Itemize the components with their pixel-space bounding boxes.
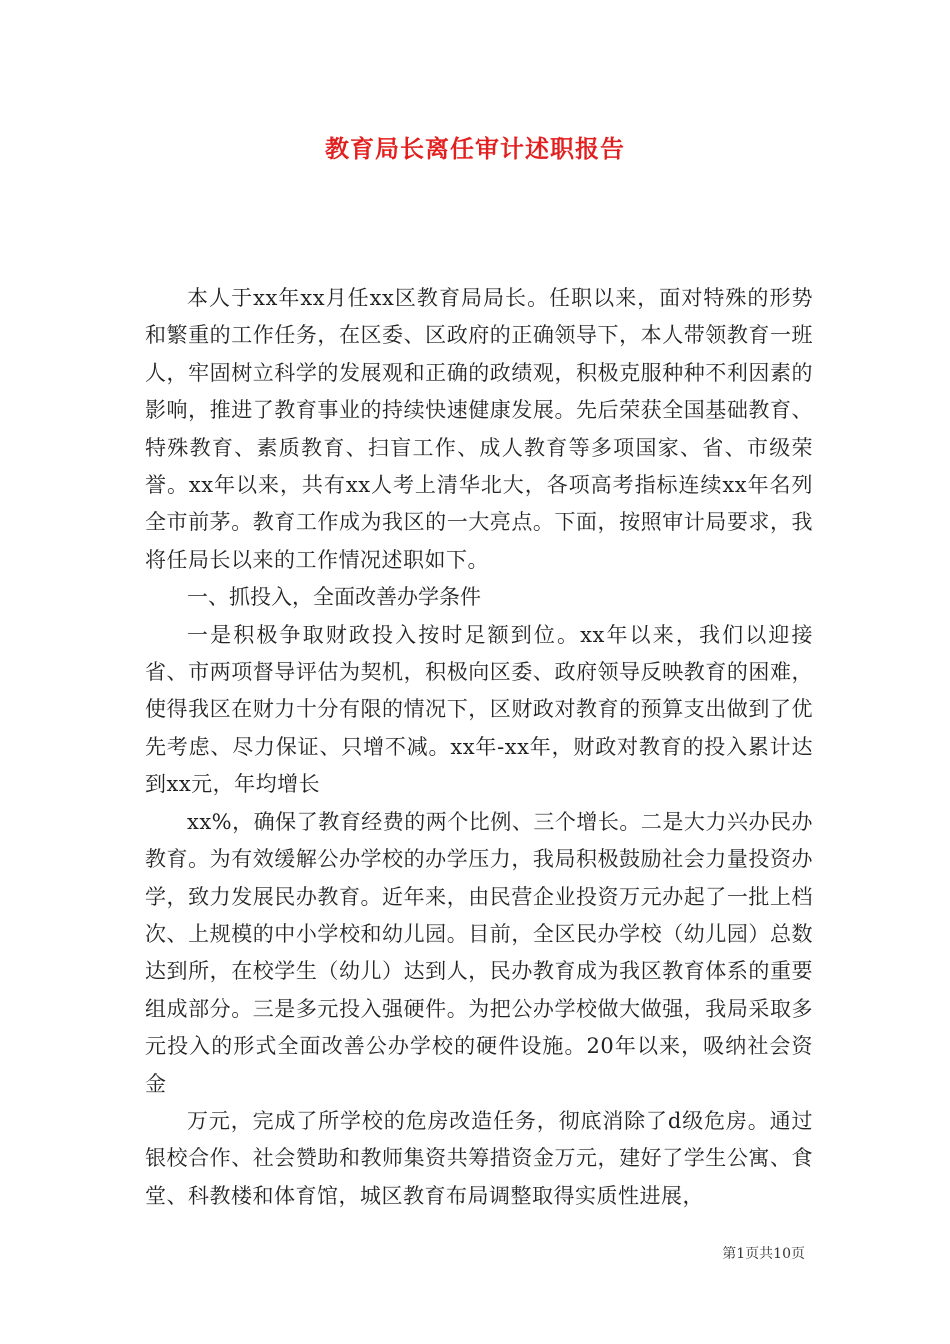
document-title: 教育局长离任审计述职报告	[325, 134, 625, 163]
section-heading-1: 一、抓投入，全面改善办学条件	[187, 585, 481, 610]
paragraph-private-education: xx%，确保了教育经费的两个比例、三个增长。二是大力兴办民办教育。为有效缓解公办学校的办学压力，我局积极鼓励社会力量投资办学，致力发展民办教育。近年来，由民营企业投资万元办起了一批上档次、上规模的中小学校和幼儿园。目前，全区民办学校（幼儿园）总数达到所，在校学生（幼儿）达到人，民办教育成为我区教育体系的重要组成部分。三是多元投入强硬件。为把公办学校做大做强，我局采取多元投入的形式全面改善公办学校的硬件设施。20年以来，吸纳社会资金	[145, 809, 813, 1096]
paragraph-renovation: 万元，完成了所学校的危房改造任务，彻底消除了d级危房。通过银校合作、社会赞助和教师集资共筹措资金万元，建好了学生公寓、食堂、科教楼和体育馆，城区教育布局调整取得实质性进展，	[145, 1108, 813, 1208]
paragraph-funding: 一是积极争取财政投入按时足额到位。xx年以来，我们以迎接省、市两项督导评估为契机，积极向区委、政府领导反映教育的困难，使得我区在财力十分有限的情况下，区财政对教育的预算支出做到了优先考虑、尽力保证、只增不减。xx年-xx年，财政对教育的投入累计达到xx元，年均增长	[145, 622, 813, 797]
page-number: 第1页共10页	[722, 1246, 805, 1262]
document-body	[145, 280, 813, 1215]
paragraph-intro: 本人于xx年xx月任xx区教育局局长。任职以来，面对特殊的形势和繁重的工作任务，在区委、区政府的正确领导下，本人带领教育一班人，牢固树立科学的发展观和正确的政绩观，积极克服种种不利因素的影响，推进了教育事业的持续快速健康发展。先后荣获全国基础教育、特殊教育、素质教育、扫盲工作、成人教育等多项国家、省、市级荣誉。xx年以来，共有xx人考上清华北大，各项高考指标连续xx年名列全市前茅。教育工作成为我区的一大亮点。下面，按照审计局要求，我将任局长以来的工作情况述职如下。	[145, 286, 813, 572]
